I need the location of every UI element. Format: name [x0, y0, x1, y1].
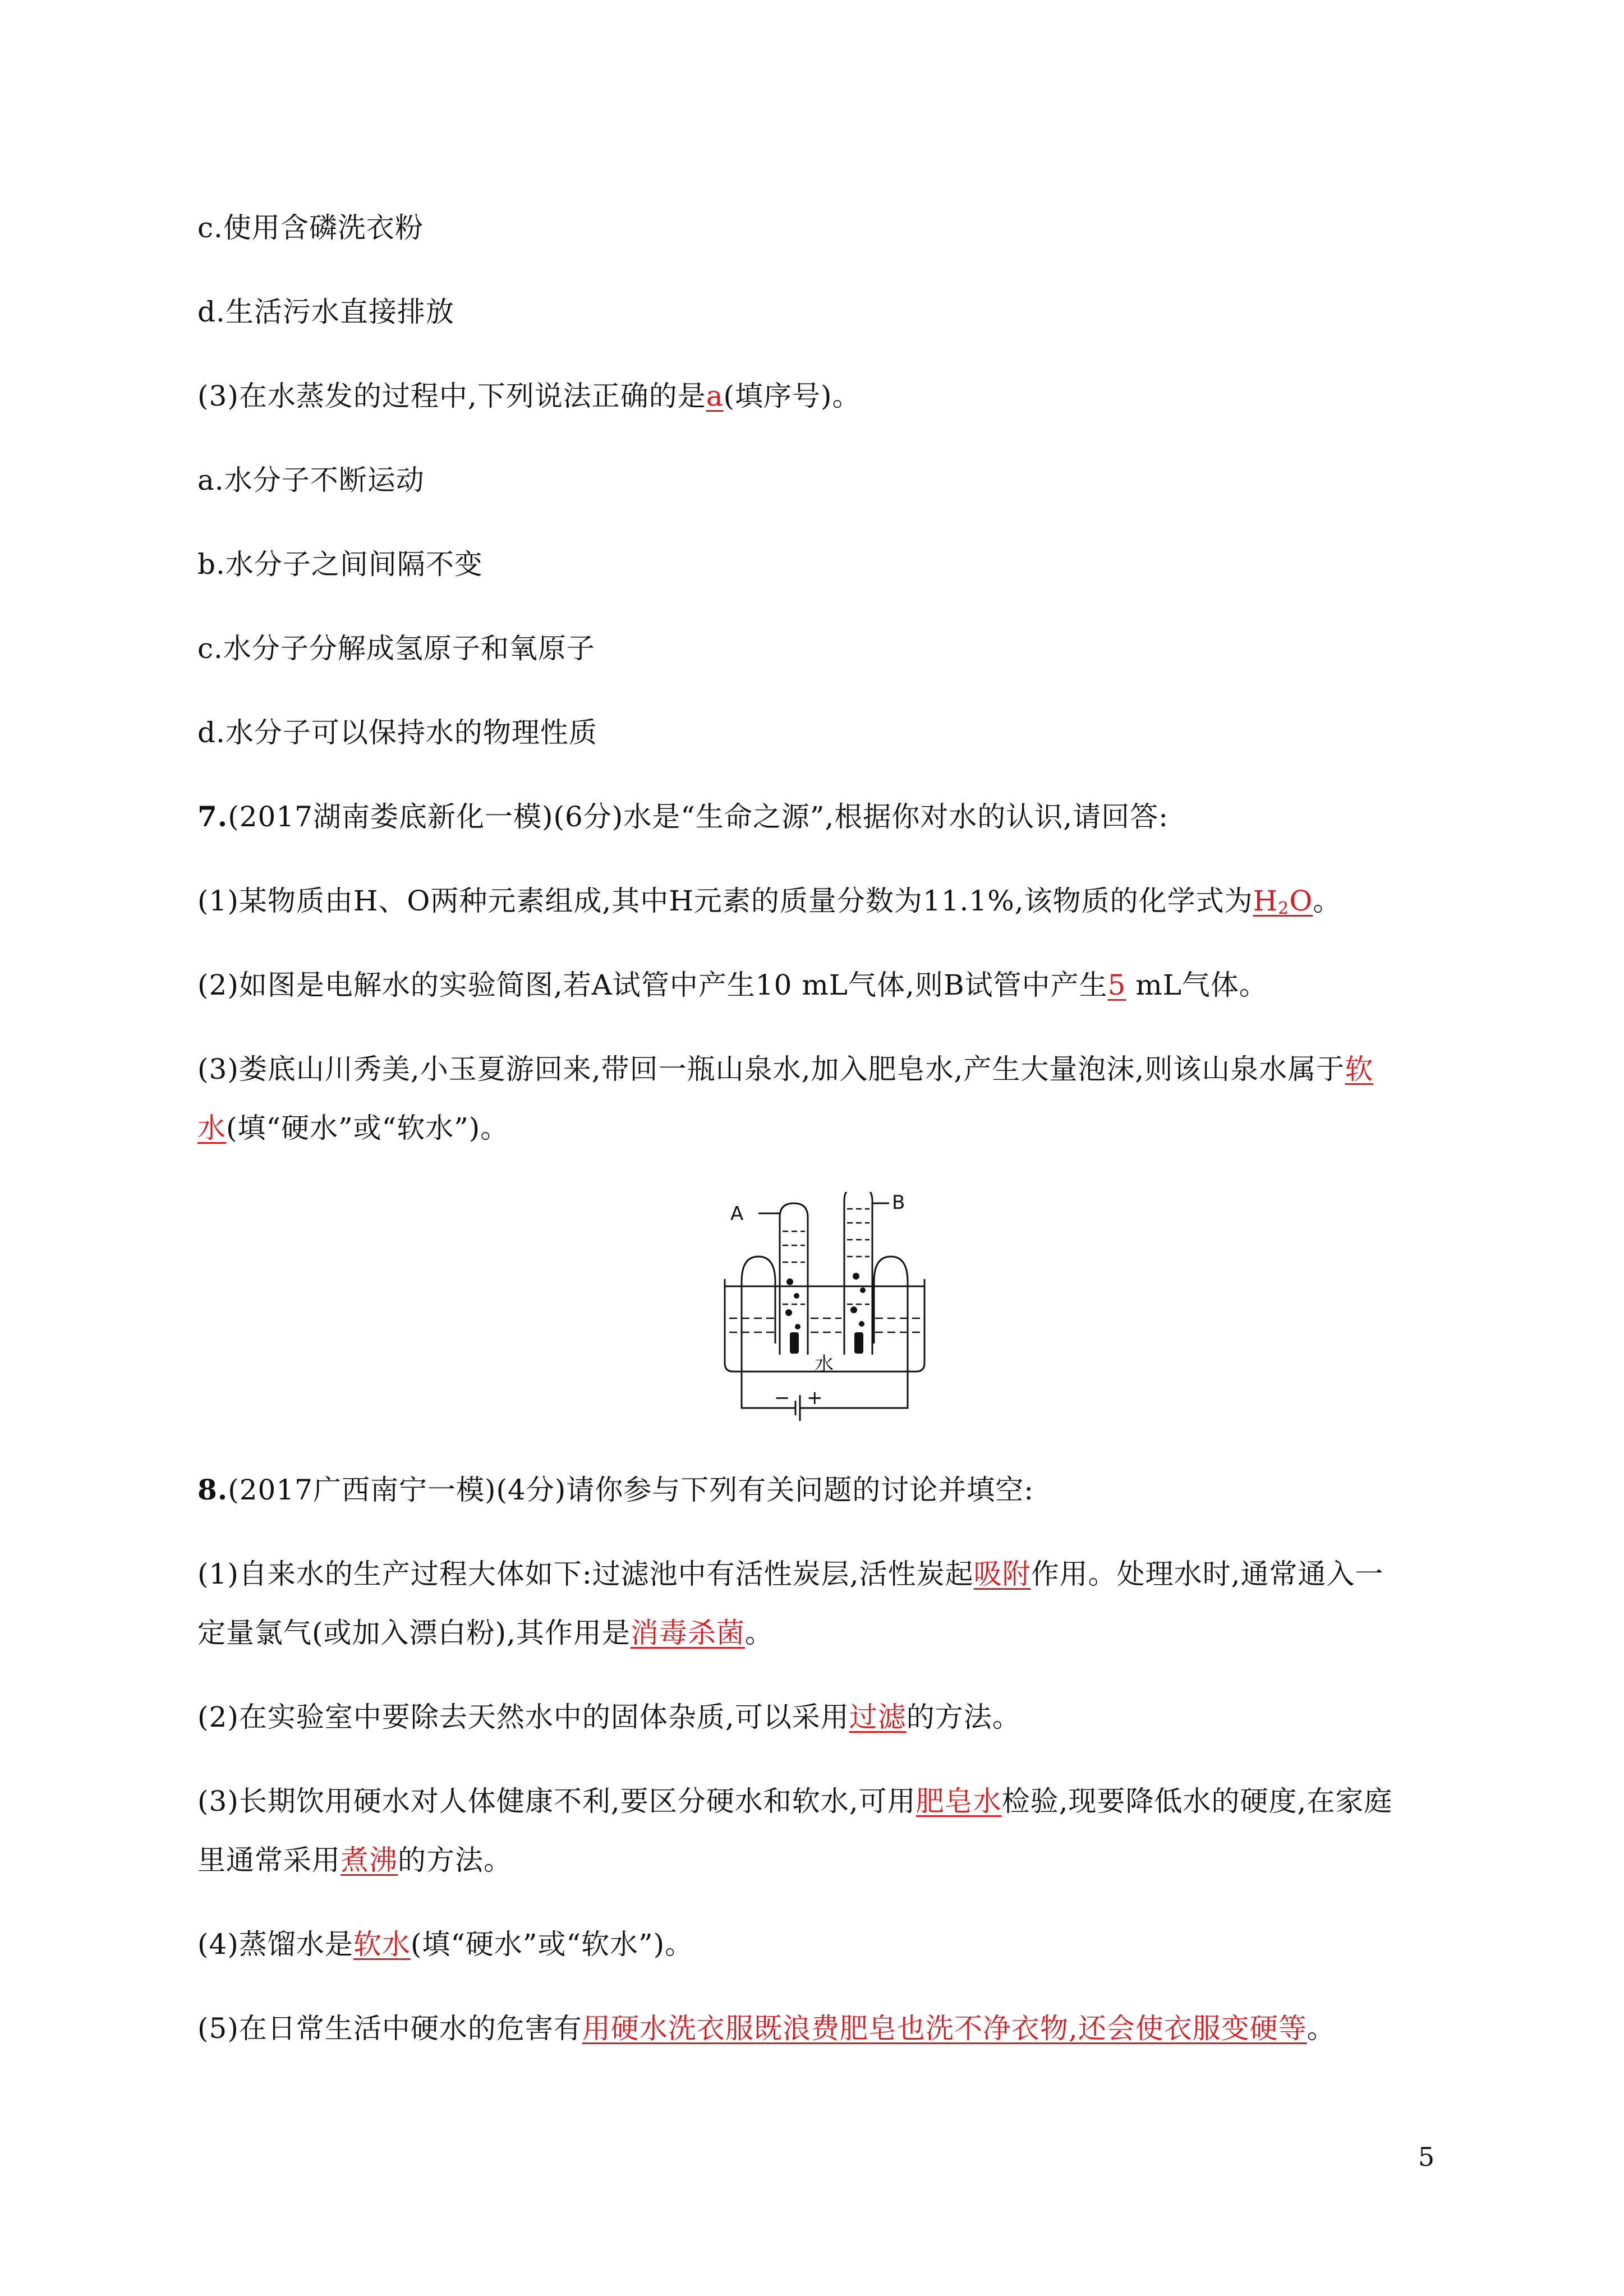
q8-part3-cont: 里通常采用煮沸的方法。 — [197, 1844, 512, 1876]
label-a: A — [730, 1203, 744, 1225]
answer-q8-1a: 吸附 — [973, 1558, 1031, 1590]
answer-q7-3b: 水 — [197, 1112, 226, 1144]
q8-part4: (4)蒸馏水是软水(填“硬水”或“软水”)。 — [197, 1928, 694, 1961]
q7-part3-cont: 水(填“硬水”或“软水”)。 — [197, 1112, 509, 1144]
q8-stem: 8.(2017广西南宁一模)(4分)请你参与下列有关问题的讨论并填空: — [197, 1473, 1034, 1506]
q8-part1-cont: 定量氯气(或加入漂白粉),其作用是消毒杀菌。 — [197, 1617, 774, 1649]
answer-q8-2: 过滤 — [849, 1701, 907, 1733]
q8-number: 8. — [197, 1473, 228, 1506]
q7-number: 7. — [197, 800, 228, 833]
electrode-b — [854, 1332, 863, 1354]
label-minus: − — [774, 1387, 790, 1409]
answer-q8-1b: 消毒杀菌 — [630, 1617, 745, 1649]
test-tube-a — [780, 1203, 808, 1355]
label-water: 水 — [815, 1353, 834, 1375]
option-d-sewage: d.生活污水直接排放 — [197, 296, 454, 328]
q8-part5: (5)在日常生活中硬水的危害有用硬水洗衣服既浪费肥皂也洗不净衣物,还会使衣服变硬等。 — [197, 2012, 1336, 2045]
answer-q6-3: a — [706, 380, 724, 412]
q7-part1: (1)某物质由H、O两种元素组成,其中H元素的质量分数为11.1%,该物质的化学式为$H_2O$。 — [197, 885, 1342, 918]
answer-q8-3b: 煮沸 — [341, 1844, 398, 1876]
answer-q8-5: 用硬水洗衣服既浪费肥皂也洗不净衣物,还会使衣服变硬等 — [582, 2012, 1307, 2045]
answer-q7-2: 5 — [1107, 969, 1126, 1001]
test-tube-b — [844, 1192, 872, 1355]
electrode-a — [790, 1332, 799, 1354]
answer-q8-3a: 肥皂水 — [915, 1785, 1002, 1818]
label-plus: + — [807, 1387, 823, 1409]
q7-part2: (2)如图是电解水的实验简图,若A试管中产生10 mL气体,则B试管中产生5 mL气体。 — [197, 969, 1268, 1001]
q8-part2: (2)在实验室中要除去天然水中的固体杂质,可以采用过滤的方法。 — [197, 1701, 1021, 1733]
q8-part3: (3)长期饮用硬水对人体健康不利,要区分硬水和软水,可用肥皂水检验,现要降低水的硬度,在家庭 — [197, 1785, 1393, 1818]
answer-q7-1: $H_2O$ — [1253, 885, 1313, 918]
q8-part1: (1)自来水的生产过程大体如下:过滤池中有活性炭层,活性炭起吸附作用。处理水时,通常通入一 — [197, 1558, 1384, 1590]
answer-q7-3a: 软 — [1345, 1053, 1374, 1085]
electrolysis-diagram — [718, 1192, 931, 1428]
q7-part3: (3)娄底山川秀美,小玉夏游回来,带回一瓶山泉水,加入肥皂水,产生大量泡沫,则该山泉水属于软 — [197, 1053, 1374, 1085]
option-d-property: d.水分子可以保持水的物理性质 — [197, 716, 597, 749]
page-number: 5 — [1418, 2142, 1435, 2172]
q6-part3: (3)在水蒸发的过程中,下列说法正确的是a(填序号)。 — [197, 380, 861, 412]
answer-q8-4: 软水 — [353, 1928, 411, 1961]
option-c-split: c.水分子分解成氢原子和氧原子 — [197, 632, 595, 665]
option-a-move: a.水分子不断运动 — [197, 464, 425, 496]
q7-stem: 7.(2017湖南娄底新化一模)(6分)水是“生命之源”,根据你对水的认识,请回答: — [197, 800, 1169, 833]
option-c-phosphate: c.使用含磷洗衣粉 — [197, 211, 424, 244]
option-b-gap: b.水分子之间间隔不变 — [197, 548, 483, 581]
label-b: B — [892, 1192, 905, 1214]
